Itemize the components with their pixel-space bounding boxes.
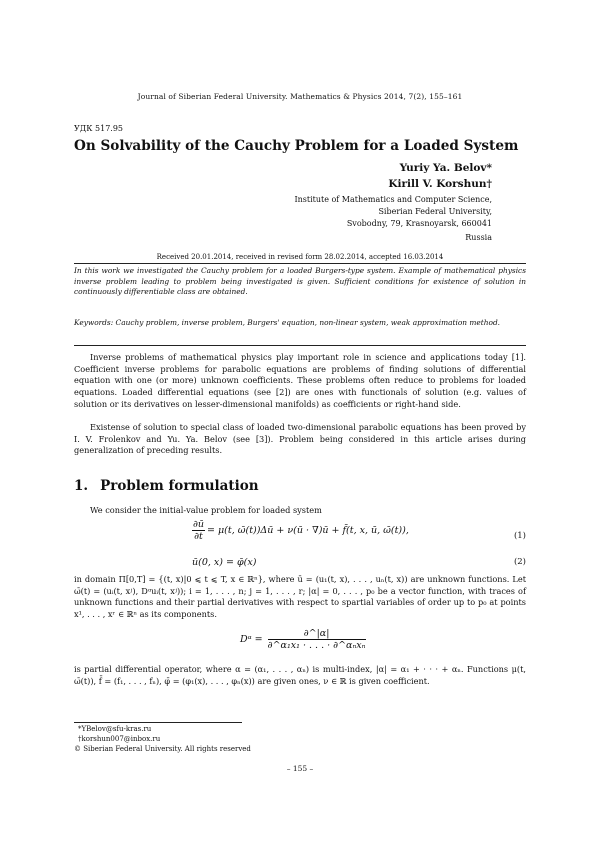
eq3-denominator: ∂^α₁x₁ · . . . · ∂^αₙxₙ [267, 640, 366, 651]
eq3-lhs: Dᵅ = [240, 634, 263, 645]
abstract-top-rule [74, 263, 526, 264]
author-2: Kirill V. Korshun† [388, 178, 492, 190]
equation-3 [240, 628, 368, 651]
section-number: 1. [74, 478, 89, 494]
keywords: Keywords: Cauchy problem, inverse problem, Burgers' equation, non-linear system, weak approximation method. [74, 318, 501, 327]
eq3-numerator: ∂^|α| [268, 628, 366, 640]
affiliation-line: Siberian Federal University, [378, 207, 492, 216]
abstract: In this work we investigated the Cauchy problem for a loaded Burgers-type system. Example of mathematical physics inverse problem leading to problem being investigated is given. Sufficient conditions for existence of solution in continuously differentiable class are obtained. [74, 266, 526, 296]
article-title: On Solvability of the Cauchy Problem for a Loaded System [74, 138, 519, 154]
fraction [192, 519, 205, 542]
abstract-bottom-rule [74, 345, 526, 346]
eq1-rhs: = μ(t, ω̄(t))Δū + ν(ū · ∇)ū + f̄(t, x, ū, ω̄(t)), [207, 525, 409, 536]
affiliation-line: Russia [465, 233, 492, 242]
copyright-note: © Siberian Federal University. All rights reserved [74, 745, 251, 753]
equation-2-number: (2) [513, 557, 526, 567]
received-dates: Received 20.01.2014, received in revised form 28.02.2014, accepted 16.03.2014 [156, 253, 444, 261]
intro-paragraph-1: Inverse problems of mathematical physics play important role in science and applications today [1]. Coefficient inverse problems for parabolic equations are problems of finding solutions of differential equation with one (or more) unknown coefficients. These problems often reduce to problems for loaded equations. Loaded differential equations (see [2]) are ones with functionals of solution (e.g. values of solution or its derivatives on lesser-dimensional manifolds) as coefficients or right-hand side. [74, 352, 526, 409]
fraction [268, 628, 366, 651]
eq1-numerator: ∂ū [193, 519, 205, 530]
section-heading [74, 478, 259, 494]
footnote-rule [74, 722, 242, 723]
section-title: Problem formulation [100, 478, 259, 494]
udc-code: УДК 517.95 [74, 124, 124, 133]
author-1: Yuriy Ya. Belov* [399, 162, 492, 174]
intro-paragraph-2: Existense of solution to special class of loaded two-dimensional parabolic equations has been proved by I. V. Frolenkov and Yu. Ya. Belov (see [3]). Problem being considered in this article arises during generalization of preceding results. [74, 422, 526, 456]
footnote-email-2: †korshun007@inbox.ru [78, 735, 161, 743]
domain-paragraph: in domain Π[0,T] = {(t, x)|0 ⩽ t ⩽ T, x ∈ ℝⁿ}, where ū = (u₁(t, x), . . . , uₙ(t, x)) are unknown functions. Let ω̄(t) = (uᵢ(t, xʲ), Dᵅuᵢ(t, xʲ)); i = 1, . . . , n; j = 1, . . . , r; |α| = 0, . . . , p₀ be a vector function, with traces of unknown functions and their partial derivatives with respect to spartial variables of order up to p₀ at points x¹, . . . , xʳ ∈ ℝⁿ as its components. [74, 574, 526, 620]
equation-1-number: (1) [513, 531, 526, 541]
section-intro: We consider the initial-value problem for loaded system [90, 505, 322, 515]
operator-paragraph: is partial differential operator, where α = (α₁, . . . , αₙ) is multi-index, |α| = α₁ + · · · + αₙ. Functions μ(t, ω̄(t)), f̄ = (f₁, . . . , fₙ), φ̄ = (φ₁(x), . . . , φₙ(x)) are given ones, ν ∈ ℝ is given coefficient. [74, 664, 526, 686]
footnote-email-1: *YBelov@sfu-kras.ru [78, 725, 152, 733]
affiliation-line: Institute of Mathematics and Computer Science, [294, 195, 492, 204]
affiliation-line: Svobodny, 79, Krasnoyarsk, 660041 [346, 219, 492, 228]
running-head: Journal of Siberian Federal University. Mathematics & Physics 2014, 7(2), 155–161 [137, 92, 463, 101]
equation-1 [190, 519, 409, 542]
equation-2: ū(0, x) = φ̄(x) [192, 557, 257, 568]
page-number: – 155 – [286, 764, 314, 773]
eq1-denominator: ∂t [194, 531, 203, 542]
